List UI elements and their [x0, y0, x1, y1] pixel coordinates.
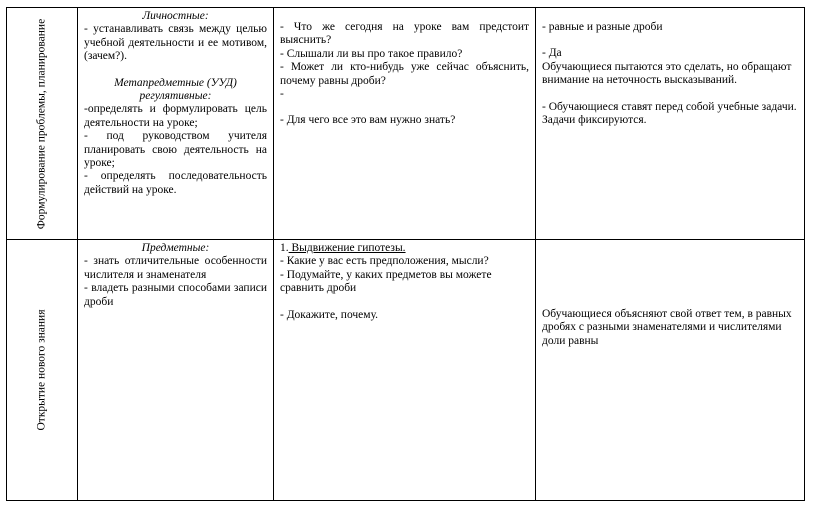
student-line: - равные и разные дроби — [542, 21, 663, 33]
lesson-table — [6, 7, 805, 501]
teacher-line: - Какие у вас есть предположения, мысли? — [280, 255, 489, 268]
uud-heading: Метапредметные (УУД) — [114, 76, 237, 89]
teacher-line: - Для чего все это вам нужно знать? — [280, 114, 456, 127]
student-line: - Обучающиеся ставят перед собой учебные задачи. — [542, 100, 797, 113]
uud-heading: Личностные: — [142, 10, 209, 22]
teacher-line: - Докажите, почему. — [280, 308, 379, 321]
student-line: Задачи фиксируются. — [542, 114, 647, 127]
teacher-line: - Что же сегодня на уроке вам предстоит выяснить? — [280, 21, 529, 47]
uud-item: - под руководством учителя планировать свою деятельность на уроке; — [84, 130, 267, 170]
teacher-line: - Может ли кто-нибудь уже сейчас объяснить, почему равны дроби? — [280, 61, 529, 87]
table-row — [7, 8, 805, 240]
hypothesis-title: Выдвижение гипотезы. — [288, 242, 406, 254]
hypothesis-heading — [280, 242, 529, 255]
students-cell — [536, 240, 805, 501]
stage-label: Открытие нового знания — [35, 309, 48, 431]
teacher-cell — [274, 8, 536, 240]
stage-label: Формулирование проблемы, планирование — [35, 18, 48, 229]
teacher-line: - — [280, 88, 284, 101]
uud-item: -определять и формулировать цель деятельности на уроке; — [84, 103, 267, 129]
student-line: Обучающиеся пытаются это сделать, но обращают внимание на неточность высказываний. — [542, 60, 792, 87]
uud-item: - владеть разными способами записи дроби — [84, 282, 267, 308]
teacher-line: - Слышали ли вы про такое правило? — [280, 47, 463, 60]
uud-cell — [78, 8, 274, 240]
uud-item: - знать отличительные особенности числителя и знаменателя — [84, 255, 267, 281]
uud-cell — [78, 240, 274, 501]
teacher-cell — [274, 240, 536, 501]
student-line: - Да — [542, 47, 562, 60]
uud-heading: Предметные: — [141, 242, 210, 254]
stage-cell — [7, 240, 78, 501]
teacher-line: - Подумайте, у каких предметов вы можете сравнить дроби — [280, 268, 492, 295]
stage-cell — [7, 8, 78, 240]
table-row — [7, 240, 805, 501]
student-line: Обучающиеся объясняют свой ответ тем, в равных дробях с разными знаменателями и числителями доли равны — [542, 308, 792, 347]
hypothesis-number: 1. — [280, 242, 289, 254]
uud-item: - определять последовательность действий на уроке. — [84, 170, 267, 196]
uud-heading: регулятивные: — [139, 90, 212, 103]
uud-item: - устанавливать связь между целью учебной деятельности и ее мотивом, (зачем?). — [84, 23, 267, 63]
students-cell — [536, 8, 805, 240]
